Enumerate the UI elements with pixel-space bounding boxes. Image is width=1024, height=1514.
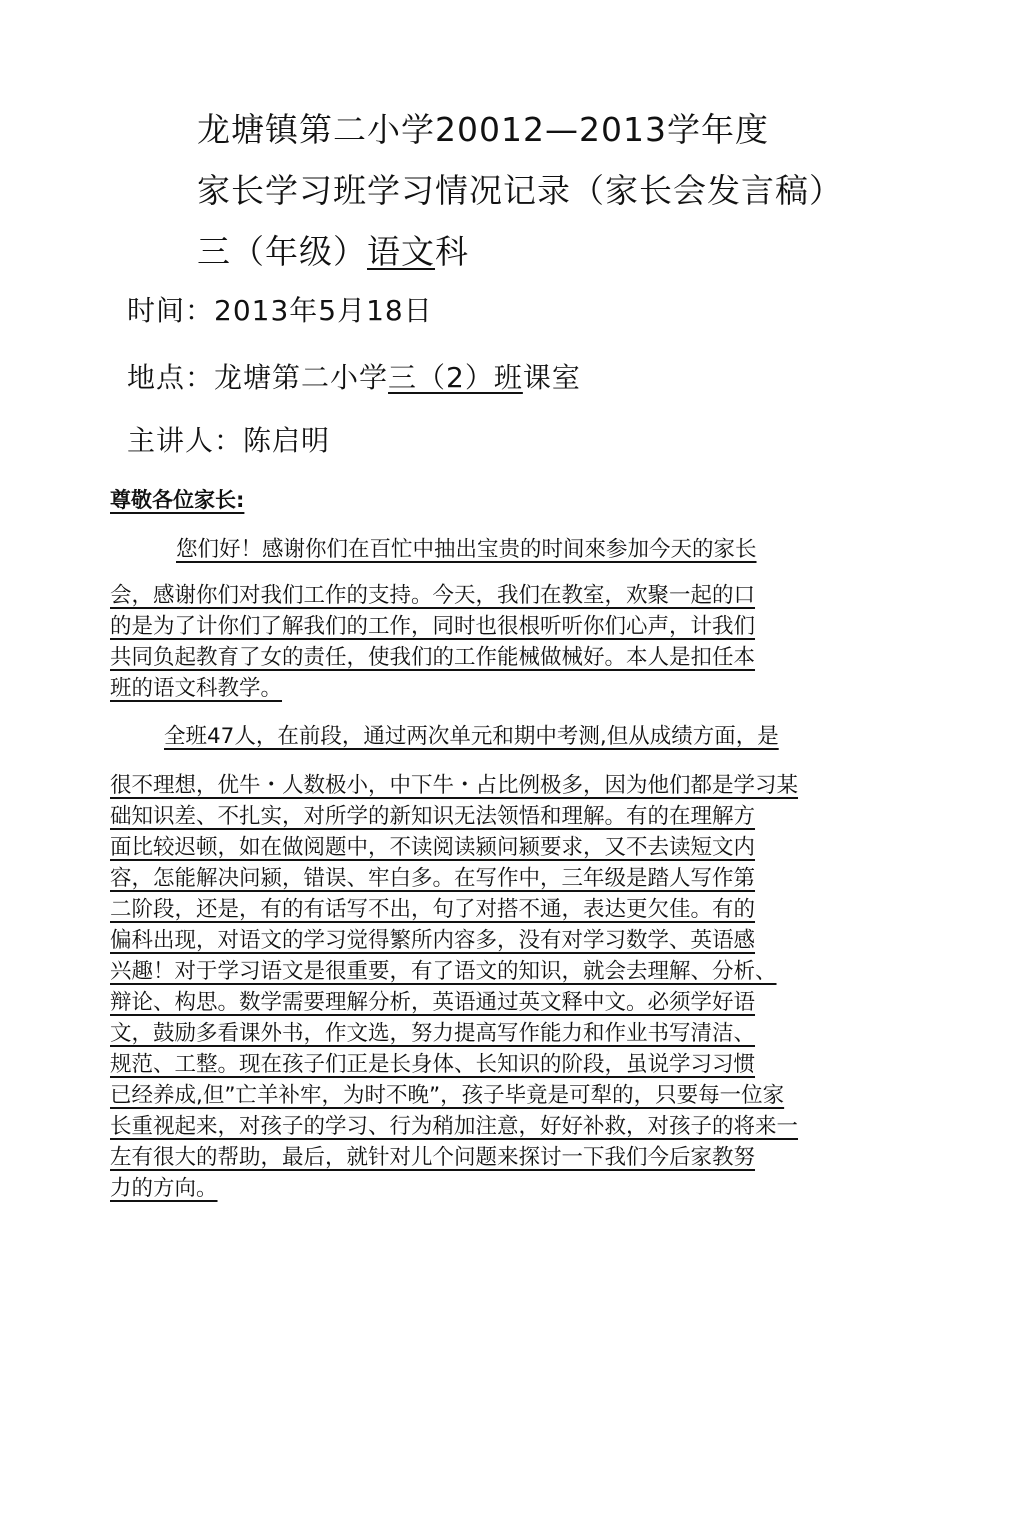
place-row — [127, 361, 581, 394]
heading-line-2: 家长学习班学习情况记录（家长会发言稿） — [197, 171, 843, 210]
paragraph-2-line: 很不理想，优牛・人数极小，中下牛・占比例极多，因为他们都是学习某 — [110, 773, 799, 798]
paragraph-2-line: 兴趣！对于学习语文是很重要，有了语文的知识，就会去理解、分析、 — [110, 959, 777, 984]
subject-name: 语文 — [367, 232, 435, 271]
paragraph-2-line: 文，鼓励多看课外书，作文选，努力提高写作能力和作业书写清洁、 — [110, 1021, 756, 1046]
time-label: 时间： — [127, 294, 215, 327]
paragraph-1-line: 共同负起教育了女的责任，使我们的工作能械做械好。本人是扣任本 — [110, 645, 756, 670]
salutation: 尊敬各位家长: — [110, 488, 245, 512]
speaker-label: 主讲人： — [127, 424, 244, 457]
paragraph-1-line: 您们好！感谢你们在百忙中抽出宝贵的时间來参加今天的家长 — [176, 537, 757, 562]
paragraph-2-line: 容，怎能解决问颍，错误、牢白多。在写作中，三年级是踏人写作第 — [110, 866, 756, 891]
paragraph-1-line: 班的语文科教学。 — [110, 676, 283, 701]
place-school: 龙塘第二小学 — [214, 361, 389, 394]
speaker-name: 陈启明 — [243, 424, 331, 457]
subject-suffix: 科 — [435, 232, 469, 271]
place-label: 地点： — [127, 361, 215, 394]
paragraph-2-line: 规范、工整。现在孩子们正是长身体、长知识的阶段，虽说学习习惯 — [110, 1052, 756, 1077]
paragraph-2-line: 面比较迟顿，如在做阅题中，不读阅读颍问颍要求，又不去读短文内 — [110, 835, 756, 860]
paragraph-2-line: 全班47人，在前段，通过两次单元和期中考测,但从成绩方面，是 — [164, 724, 779, 749]
heading-line-1: 龙塘镇第二小学20012—2013学年度 — [197, 110, 769, 149]
place-class: 三（2）班 — [388, 361, 523, 394]
speaker-row — [127, 424, 331, 457]
paragraph-1-line: 会，感谢你们对我们工作的支持。今天，我们在教室，欢聚一起的口 — [110, 583, 756, 608]
paragraph-2-line: 二阶段，还是，有的有话写不出，句了对搭不通，表达更欠佳。有的 — [110, 897, 756, 922]
paragraph-2-line: 左有很大的帮助，最后，就针对儿个问题来探讨一下我们今后家教努 — [110, 1145, 756, 1170]
paragraph-1-line: 的是为了计你们了解我们的工作，同时也很根听听你们心声，计我们 — [110, 614, 756, 639]
heading-line-3 — [197, 232, 469, 271]
place-room: 课室 — [522, 361, 581, 394]
paragraph-2-line: 长重视起来，对孩子的学习、行为稍加注意，好好补救，对孩子的将来一 — [110, 1114, 799, 1139]
paragraph-2-line: 力的方向。 — [110, 1176, 218, 1201]
grade-label: 三（年级） — [197, 232, 367, 271]
paragraph-2-line: 已经养成,但”亡羊补牢，为时不晚”，孩子毕竟是可犁的，只要每一位家 — [110, 1083, 785, 1108]
time-row — [127, 294, 433, 327]
paragraph-2-line: 础知识差、不扎实，对所学的新知识无法领悟和理解。有的在理解方 — [110, 804, 756, 829]
paragraph-2-line: 辩论、构思。数学需要理解分析，英语通过英文释中文。必须学好语 — [110, 990, 756, 1015]
paragraph-2-line: 偏科出现，对语文的学习觉得繁所内容多，没有对学习数学、英语感 — [110, 928, 756, 953]
time-value: 2013年5月18日 — [214, 294, 433, 327]
